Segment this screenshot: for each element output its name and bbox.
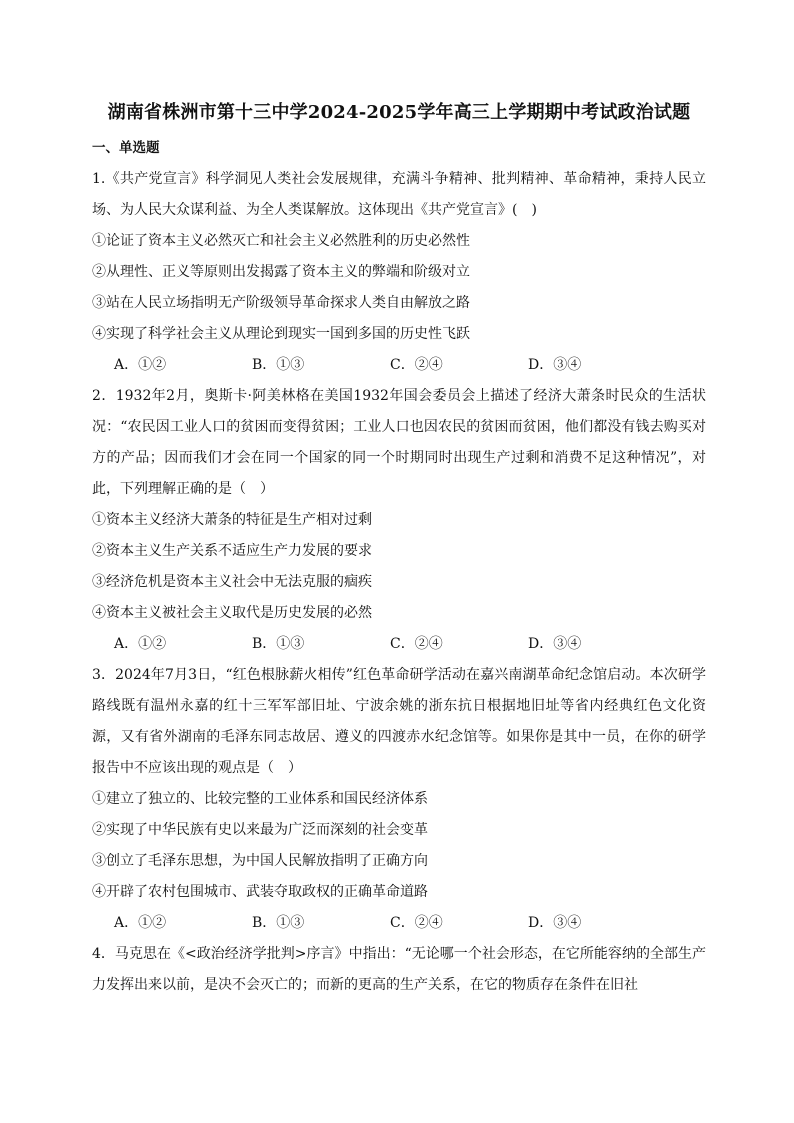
statement-option: ③创立了毛泽东思想，为中国人民解放指明了正确方向 [92,853,428,869]
statement-option: ②实现了中华民族有史以来最为广泛而深刻的社会变革 [92,822,428,838]
statement-option: ①论证了资本主义必然灭亡和社会主义必然胜利的历史必然性 [92,233,470,249]
question-stem: 2．1932年2月，奥斯卡·阿美林格在美国1932年国会委员会上描述了经济大萧条时民众的生活状况：“农民因工业人口的贫困而变得贫困；工业人口也因农民的贫困而贫困，他们都没有钱去购买对方的产品；因而我们才会在同一个国家的同一个时期同时出现生产过剩和消费不足这种情况”，对此，下列理解正确的是（ ） [92,388,706,497]
question-1 [92,164,706,381]
answer-choice-d[interactable]: D．③④ [528,357,582,373]
answer-choice-b[interactable]: B．①③ [252,915,305,931]
answer-choice-c[interactable]: C．②④ [390,636,443,652]
answer-choice-d[interactable]: D．③④ [528,636,582,652]
question-3 [92,660,706,939]
statement-option: ①建立了独立的、比较完整的工业体系和国民经济体系 [92,791,428,807]
question-stem: 4．马克思在《<政治经济学批判>序言》中指出：“无论哪一个社会形态，在它所能容纳的全部生产力发挥出来以前，是决不会灭亡的；而新的更高的生产关系，在它的物质存在条件在旧社 [92,946,706,993]
statement-option: ④实现了科学社会主义从理论到现实一国到多国的历史性飞跃 [92,326,470,342]
answer-choices [92,908,706,939]
answer-choice-c[interactable]: C．②④ [390,915,443,931]
statement-option: ③经济危机是资本主义社会中无法克服的痼疾 [92,574,372,590]
answer-choices [92,350,706,381]
statement-option: ②从理性、正义等原则出发揭露了资本主义的弊端和阶级对立 [92,264,470,280]
answer-choice-b[interactable]: B．①③ [252,357,305,373]
answer-choices [92,629,706,660]
question-stem: 1.《共产党宣言》科学洞见人类社会发展规律，充满斗争精神、批判精神、革命精神，秉持人民立场、为人民大众谋利益、为全人类谋解放。这体现出《共产党宣言》( ) [92,171,706,218]
answer-choice-a[interactable]: A．①② [114,636,167,652]
statement-option: ③站在人民立场指明无产阶级领导革命探求人类自由解放之路 [92,295,470,311]
question-stem: 3．2024年7月3日，“红色根脉薪火相传”红色革命研学活动在嘉兴南湖革命纪念馆启动。本次研学路线既有温州永嘉的红十三军军部旧址、宁波余姚的浙东抗日根据地旧址等省内经典红色文化资源，又有省外湖南的毛泽东同志故居、遵义的四渡赤水纪念馆等。如果你是其中一员，在你的研学报告中不应该出现的观点是（ ） [92,667,706,776]
answer-choice-b[interactable]: B．①③ [252,636,305,652]
statement-option: ④资本主义被社会主义取代是历史发展的必然 [92,605,372,621]
statement-option: ①资本主义经济大萧条的特征是生产相对过剩 [92,512,372,528]
answer-choice-a[interactable]: A．①② [114,357,167,373]
section-heading: 一、单选题 [92,140,160,156]
document-title: 湖南省株洲市第十三中学2024-2025学年高三上学期期中考试政治试题 [107,102,691,123]
question-2 [92,381,706,660]
answer-choice-c[interactable]: C．②④ [390,357,443,373]
statement-option: ④开辟了农村包围城市、武装夺取政权的正确革命道路 [92,884,428,900]
answer-choice-a[interactable]: A．①② [114,915,167,931]
question-4 [92,939,706,1001]
statement-option: ②资本主义生产关系不适应生产力发展的要求 [92,543,372,559]
answer-choice-d[interactable]: D．③④ [528,915,582,931]
